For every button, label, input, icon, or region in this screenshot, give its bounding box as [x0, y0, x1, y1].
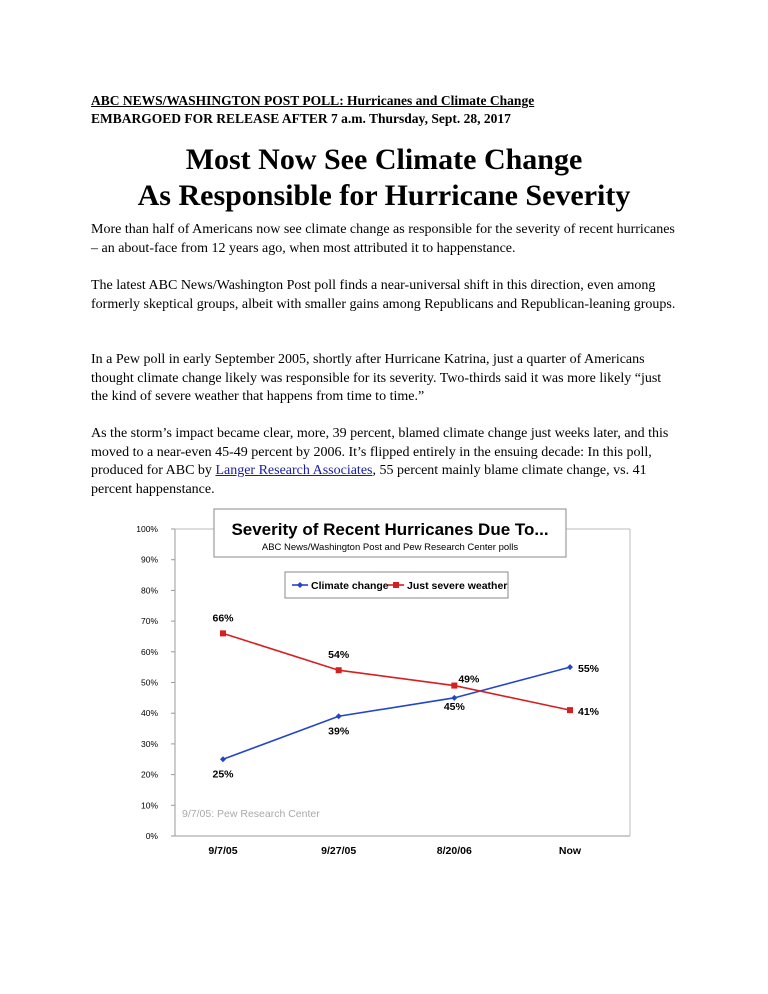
y-tick-label: 70%: [140, 616, 158, 627]
langer-research-link[interactable]: Langer Research Associates: [215, 463, 373, 478]
y-tick-label: 20%: [140, 769, 158, 780]
y-tick-label: 0%: [145, 831, 158, 841]
chart-title: Severity of Recent Hurricanes Due To...: [231, 520, 549, 539]
y-tick-label: 30%: [140, 738, 158, 749]
hurricane-severity-chart: [130, 505, 650, 870]
data-label: 25%: [212, 768, 234, 781]
data-label: 41%: [578, 706, 600, 719]
line-chart: [130, 505, 650, 865]
poll-header-title: ABC NEWS/WASHINGTON POST POLL: Hurricanes and Climate Change: [91, 93, 535, 108]
x-axis: [208, 845, 582, 857]
data-label: 54%: [328, 649, 350, 662]
data-label: 39%: [328, 725, 350, 738]
data-label: 55%: [578, 663, 600, 676]
paragraph-2: The latest ABC News/Washington Post poll finds a near-universal shift in this direction, even among formerly skeptical groups, albeit with smaller gains among Republicans and Republican-leaning groups.: [91, 278, 676, 312]
legend-weather-label: Just severe weather: [407, 580, 508, 592]
y-tick-label: 40%: [140, 708, 158, 719]
data-point: [336, 713, 342, 719]
data-label: 45%: [443, 700, 465, 713]
series-line-severe-weather: [223, 633, 570, 710]
y-tick-label: 80%: [140, 585, 158, 596]
y-tick-label: 60%: [140, 646, 158, 657]
source-note: 9/7/05: Pew Research Center: [182, 808, 320, 820]
data-point: [567, 707, 573, 713]
y-tick-label: 100%: [136, 524, 158, 534]
y-tick-label: 90%: [140, 554, 158, 565]
x-tick-label: 9/27/05: [321, 845, 357, 857]
data-point: [220, 756, 226, 762]
chart-subtitle: ABC News/Washington Post and Pew Research Center polls: [261, 542, 519, 553]
headline-line-2: As Responsible for Hurricane Severity: [137, 179, 631, 212]
release-header: [91, 92, 691, 128]
x-tick-label: 9/7/05: [208, 845, 238, 857]
data-point: [220, 630, 226, 636]
data-point: [451, 683, 457, 689]
legend-climate-label: Climate change: [311, 580, 389, 592]
embargo-notice: EMBARGOED FOR RELEASE AFTER 7 a.m. Thursday, Sept. 28, 2017: [91, 111, 511, 126]
data-label: 49%: [458, 673, 480, 686]
y-tick-label: 50%: [140, 677, 158, 688]
y-axis: [136, 524, 175, 841]
paragraph-1: More than half of Americans now see climate change as responsible for the severity of recent hurricanes – an about-face from 12 years ago, when most attributed it to happenstance.: [91, 222, 675, 256]
y-tick-label: 10%: [140, 800, 158, 811]
legend-square-icon: [393, 582, 399, 588]
paragraph-4-text-b: , 55 percent mainly blame climate change, vs. 41 percent happenstance.: [91, 463, 647, 497]
paragraph-4: [91, 425, 681, 499]
data-point: [567, 664, 573, 670]
paragraph-3: In a Pew poll in early September 2005, shortly after Hurricane Katrina, just a quarter of Americans thought climate change likely was responsible for its severity. Two-thirds said it was more likely “just the kind of severe weather that happens from time to time.”: [91, 352, 662, 404]
data-point: [336, 667, 342, 673]
x-tick-label: 8/20/06: [436, 845, 472, 857]
series-layer: [212, 612, 599, 780]
paragraph-4-text-a: As the storm’s impact became clear, more, 39 percent, blamed climate change just weeks later, and this moved to a near-even 45-49 percent by 2006. It’s flipped entirely in the ensuing decade: In this poll, produced for ABC by: [91, 426, 669, 478]
headline-line-1: Most Now See Climate Change: [185, 143, 583, 176]
data-label: 66%: [212, 612, 234, 625]
x-tick-label: Now: [558, 845, 582, 857]
headline: [84, 142, 684, 214]
series-line-climate-change: [223, 667, 570, 759]
